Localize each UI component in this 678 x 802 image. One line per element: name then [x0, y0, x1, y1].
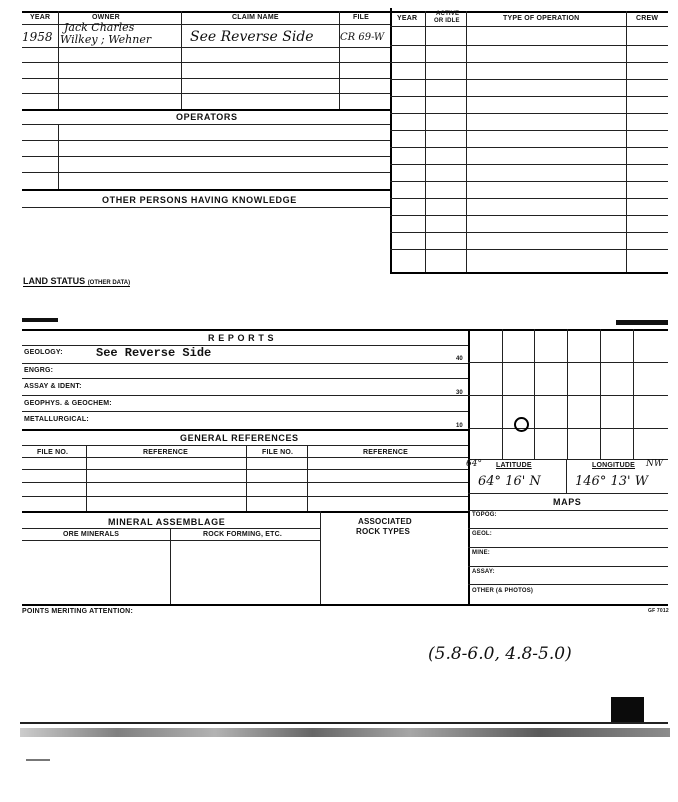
latitude-prefix: 64° — [466, 459, 482, 469]
map-assay: ASSAY: — [472, 569, 495, 575]
land-status-title: LAND STATUS — [23, 276, 86, 286]
operators-title: OPERATORS — [176, 112, 238, 122]
longitude-suffix: NW — [646, 459, 664, 469]
latitude-label: LATITUDE — [496, 462, 532, 469]
ref-header-file-no-2: FILE NO. — [262, 449, 294, 456]
scan-smudge — [22, 318, 58, 322]
points-meriting-attention-title: POINTS MERITING ATTENTION: — [22, 608, 133, 615]
map-other: OTHER (& PHOTOS) — [472, 588, 534, 594]
map-geol: GEOL: — [472, 531, 492, 537]
header-file: FILE — [353, 14, 369, 21]
header-crew: CREW — [636, 15, 659, 22]
report-label-geophys: GEOPHYS. & GEOCHEM: — [24, 400, 112, 407]
handwritten-note: (5.8-6.0, 4.8-5.0) — [428, 644, 572, 664]
header-owner: OWNER — [92, 14, 120, 21]
latitude-value: 64° 16' N — [478, 474, 541, 489]
report-label-engrg: ENGRG: — [24, 367, 54, 374]
header-type-of-operation: TYPE OF OPERATION — [503, 15, 580, 22]
land-status-heading — [23, 276, 130, 287]
ref-header-file-no-1: FILE NO. — [37, 449, 69, 456]
associated-rock-types-line2: ROCK TYPES — [356, 527, 411, 536]
entry-owner-line2: Wilkey ; Wehner — [60, 33, 152, 46]
rock-forming-header: ROCK FORMING, ETC. — [203, 531, 283, 538]
land-status-sub: (OTHER DATA) — [87, 280, 131, 286]
report-scale-num: 40 — [456, 356, 463, 362]
scan-edge-line — [20, 722, 668, 724]
report-label-geology: GEOLOGY: — [24, 349, 63, 356]
entry-file: CR 69-W — [340, 32, 385, 43]
maps-title: MAPS — [553, 497, 582, 507]
scan-noise-band — [20, 728, 670, 737]
header-op-year: YEAR — [397, 15, 418, 22]
reports-title: R E P O R T S — [208, 333, 275, 343]
entry-claim-name: See Reverse Side — [190, 29, 314, 45]
header-active-line1: ACTIVE — [436, 11, 460, 17]
entry-year: 1958 — [22, 30, 53, 44]
header-claim-name: CLAIM NAME — [232, 14, 279, 21]
header-active-line2: OR IDLE — [434, 18, 460, 24]
map-topog: TOPOG: — [472, 512, 497, 518]
location-marker-icon — [514, 417, 529, 432]
longitude-label: LONGITUDE — [592, 462, 636, 469]
header-year: YEAR — [30, 14, 51, 21]
report-label-metallurgical: METALLURGICAL: — [24, 416, 89, 423]
mineral-title: MINERAL ASSEMBLAGE — [108, 517, 226, 527]
scan-smudge — [616, 320, 668, 325]
general-references-title: GENERAL REFERENCES — [180, 433, 299, 443]
associated-rock-types-line1: ASSOCIATED — [358, 517, 412, 526]
ref-header-reference-1: REFERENCE — [143, 449, 188, 456]
map-mine: MINE: — [472, 550, 490, 556]
entry-owner-line1: Jack Charles — [64, 21, 135, 34]
report-value-geology: See Reverse Side — [96, 346, 212, 360]
report-label-assay: ASSAY & IDENT: — [24, 383, 82, 390]
report-scale-num: 10 — [456, 423, 463, 429]
scan-speck — [26, 759, 50, 761]
longitude-value: 146° 13' W — [575, 474, 649, 489]
report-scale-num: 30 — [456, 390, 463, 396]
ref-header-reference-2: REFERENCE — [363, 449, 408, 456]
others-title: OTHER PERSONS HAVING KNOWLEDGE — [102, 195, 297, 205]
form-code: GF 7012 — [648, 608, 669, 614]
scan-black-block — [611, 697, 644, 724]
ore-minerals-header: ORE MINERALS — [63, 531, 120, 538]
